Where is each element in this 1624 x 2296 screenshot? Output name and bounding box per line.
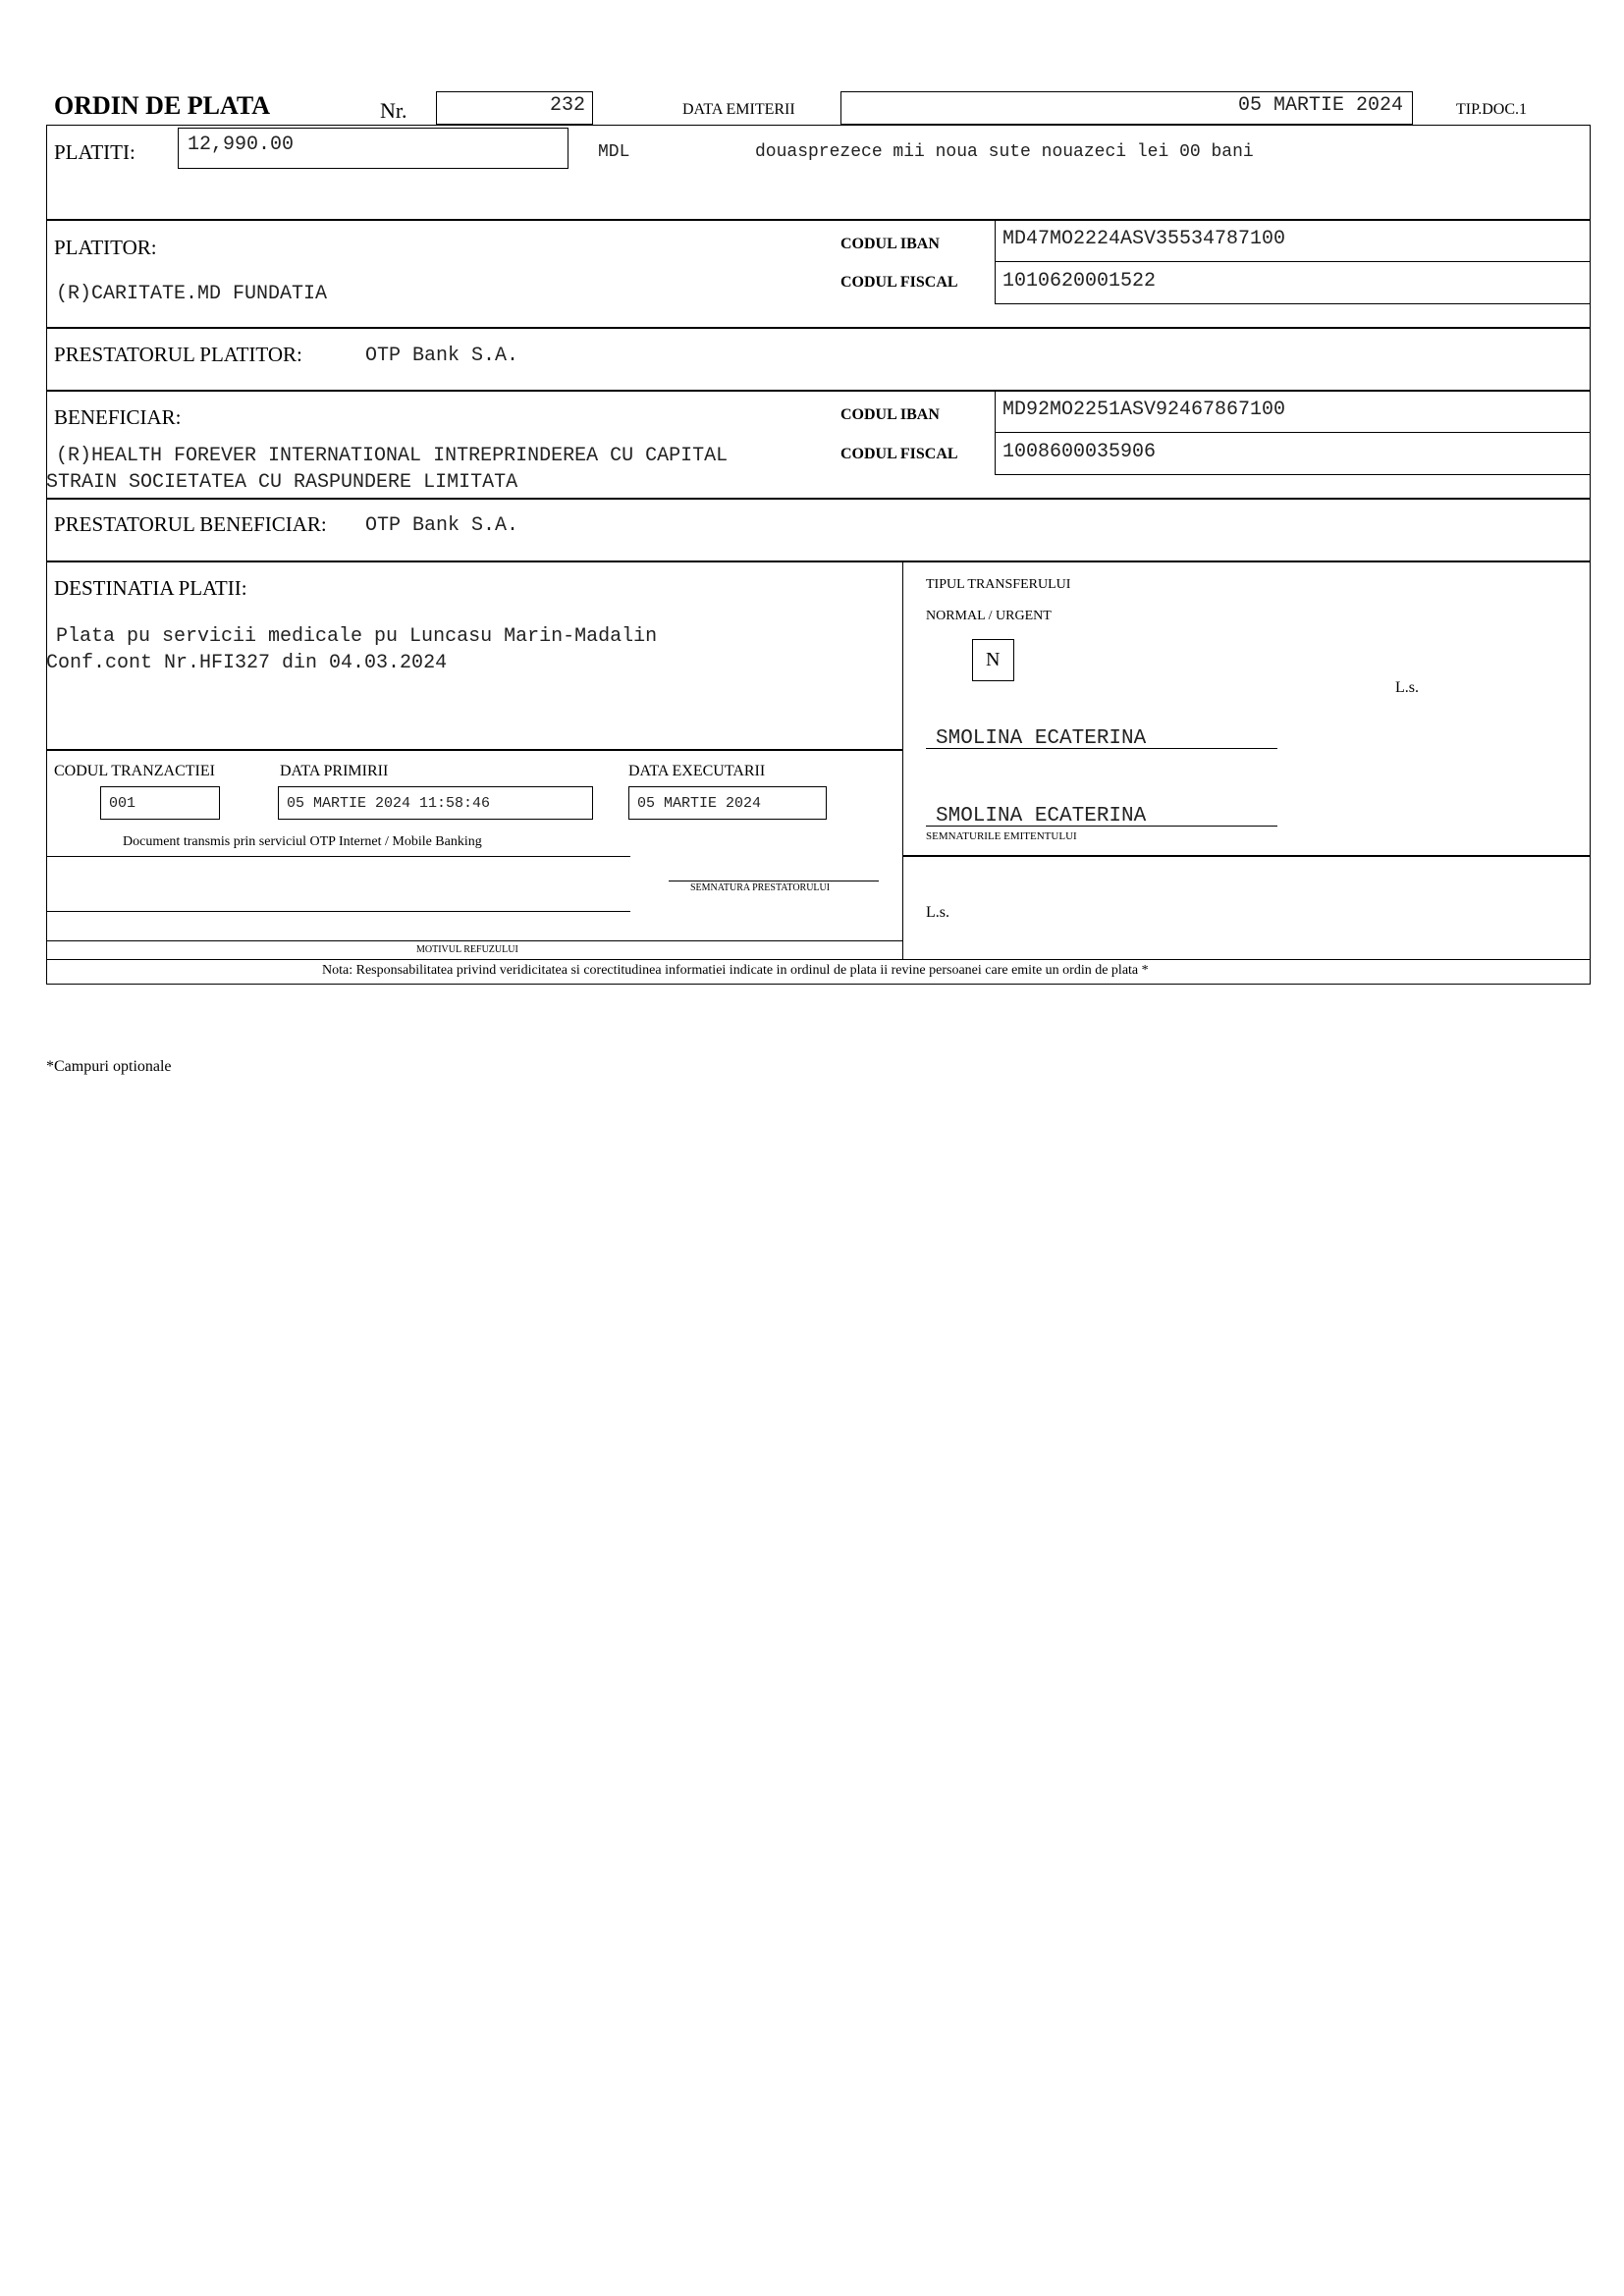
platitor-label: PLATITOR: xyxy=(54,236,157,259)
cod-tranzactie-value: 001 xyxy=(109,795,136,812)
nr-value: 232 xyxy=(549,94,585,117)
section-divider xyxy=(46,219,1591,221)
beneficiar-name-line1: (R)HEALTH FOREVER INTERNATIONAL INTREPRINDEREA CU CAPITAL xyxy=(56,445,729,467)
platiti-label: PLATITI: xyxy=(54,140,135,164)
beneficiar-code-divider xyxy=(995,391,996,475)
transfer-type-value: N xyxy=(986,649,1001,670)
transmis-note-underline xyxy=(46,856,630,857)
platiti-amount-words: douasprezece mii noua sute nouazeci lei 00 bani xyxy=(755,142,1254,162)
beneficiar-name-line2: STRAIN SOCIETATEA CU RASPUNDERE LIMITATA xyxy=(46,471,518,494)
beneficiar-label: BENEFICIAR: xyxy=(54,405,182,429)
data-emiterii-label: DATA EMITERII xyxy=(682,101,795,118)
data-primirii-label: DATA PRIMIRII xyxy=(280,763,389,779)
beneficiar-code-row-divider xyxy=(995,432,1591,433)
beneficiar-iban-label: CODUL IBAN xyxy=(840,406,940,423)
prestator-platitor-label: PRESTATORUL PLATITOR: xyxy=(54,343,302,366)
nr-label: Nr. xyxy=(380,98,407,123)
refusal-line xyxy=(46,911,630,912)
cod-tranzactie-label: CODUL TRANZACTIEI xyxy=(54,763,215,779)
transmis-note: Document transmis prin serviciul OTP Internet / Mobile Banking xyxy=(123,834,482,849)
transfer-ls: L.s. xyxy=(1395,679,1419,696)
nota-top-line xyxy=(46,959,1591,960)
tip-doc-label: TIP.DOC.1 xyxy=(1456,101,1528,118)
signature-2-line xyxy=(926,826,1277,827)
prestator-beneficiar-label: PRESTATORUL BENEFICIAR: xyxy=(54,512,327,536)
platitor-code-bottom xyxy=(995,303,1591,304)
beneficiar-fiscal: 1008600035906 xyxy=(1002,441,1157,463)
signature-2: SMOLINA ECATERINA xyxy=(936,805,1147,828)
platiti-amount: 12,990.00 xyxy=(188,133,295,156)
motivul-refuzului-line xyxy=(46,940,902,941)
section-divider xyxy=(46,561,1591,562)
data-executarii-value: 05 MARTIE 2024 xyxy=(637,795,762,812)
destinatia-bottom-line xyxy=(46,749,902,751)
beneficiar-iban: MD92MO2251ASV92467867100 xyxy=(1002,399,1286,421)
platitor-iban-label: CODUL IBAN xyxy=(840,236,940,252)
signature-area-bottom xyxy=(902,855,1591,857)
section-divider xyxy=(46,498,1591,500)
platitor-fiscal-label: CODUL FISCAL xyxy=(840,274,958,291)
platitor-code-divider xyxy=(995,220,996,304)
prestator-platitor-value: OTP Bank S.A. xyxy=(365,345,519,367)
transfer-type-label: TIPUL TRANSFERULUI xyxy=(926,577,1071,592)
semnatura-prestatorului-label: SEMNATURA PRESTATORULUI xyxy=(690,882,831,893)
data-primirii-value: 05 MARTIE 2024 11:58:46 xyxy=(287,795,491,812)
destinatia-label: DESTINATIA PLATII: xyxy=(54,576,247,600)
bottom-ls: L.s. xyxy=(926,904,949,921)
destinatia-line2: Conf.cont Nr.HFI327 din 04.03.2024 xyxy=(46,652,448,674)
beneficiar-code-bottom xyxy=(995,474,1591,475)
destinatia-line1: Plata pu servicii medicale pu Luncasu Marin-Madalin xyxy=(56,625,658,648)
column-divider xyxy=(902,562,903,959)
signatures-label: SEMNATURILE EMITENTULUI xyxy=(926,830,1077,842)
signature-1: SMOLINA ECATERINA xyxy=(936,727,1147,750)
document-title: ORDIN DE PLATA xyxy=(54,91,271,120)
nota-text: Nota: Responsabilitatea privind veridicitatea si corectitudinea informatiei indicate in ordinul de plata ii revine persoanei care emite un ordin de plata * xyxy=(322,963,1149,978)
platiti-currency: MDL xyxy=(598,142,630,162)
data-executarii-label: DATA EXECUTARII xyxy=(628,763,766,779)
motivul-refuzului-label: MOTIVUL REFUZULUI xyxy=(416,944,518,955)
section-divider xyxy=(46,390,1591,392)
prestator-beneficiar-value: OTP Bank S.A. xyxy=(365,514,519,537)
section-divider xyxy=(46,327,1591,329)
platitor-code-row-divider xyxy=(995,261,1591,262)
platitor-iban: MD47MO2224ASV35534787100 xyxy=(1002,228,1286,250)
data-emiterii-value: 05 MARTIE 2024 xyxy=(1237,94,1403,117)
platitor-fiscal: 1010620001522 xyxy=(1002,270,1157,293)
platitor-name: (R)CARITATE.MD FUNDATIA xyxy=(56,283,328,305)
beneficiar-fiscal-label: CODUL FISCAL xyxy=(840,446,958,462)
transfer-normal-urgent-label: NORMAL / URGENT xyxy=(926,609,1052,623)
footnote: *Campuri optionale xyxy=(46,1058,172,1075)
signature-1-line xyxy=(926,748,1277,749)
